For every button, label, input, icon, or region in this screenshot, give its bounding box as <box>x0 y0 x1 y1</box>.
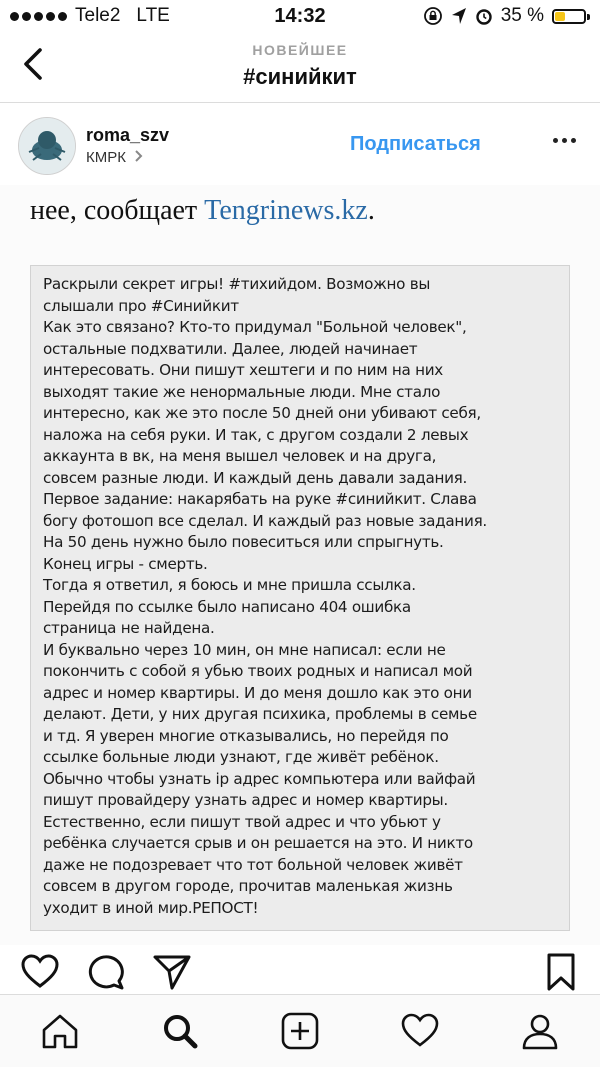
search-icon[interactable] <box>160 1011 200 1051</box>
post-location[interactable] <box>86 149 144 166</box>
note-text-line: богу фотошоп все сделал. И каждый раз новые задания. <box>43 511 487 530</box>
battery-fill <box>555 12 565 21</box>
note-text-line: Перейдя по ссылке было написано 404 ошибка <box>43 597 411 616</box>
note-text-line: и тд. Я уверен многие отказывались, но перейдя по <box>43 726 449 745</box>
note-text-line: Естественно, если пишут твой адрес и что убьют у <box>43 812 441 831</box>
more-dots-icon[interactable] <box>553 138 577 148</box>
note-text-line: делают. Дети, у них другая психика, проблемы в семье <box>43 705 477 723</box>
status-right <box>423 5 586 27</box>
avatar[interactable] <box>18 117 76 175</box>
note-text-line: адрес и номер квартиры. И до меня дошло как это они <box>43 683 472 702</box>
alarm-icon <box>475 7 493 25</box>
caption-source-link: Tengrinews.kz <box>204 195 368 226</box>
username[interactable]: roma_szv <box>86 125 170 145</box>
note-text-line: интересовать. Они пишут хештеги и по ним на них <box>43 361 443 379</box>
note-text-line: Конец игры - смерть. <box>43 554 208 573</box>
post-action-bar <box>0 950 600 994</box>
note-text-line: Как это связано? Кто-то придумал "Больной человек", <box>43 318 467 336</box>
heart-icon[interactable] <box>20 952 60 992</box>
chevron-right-icon <box>134 150 144 162</box>
note-text-line: И буквально через 10 мин, он мне написал: если не <box>43 640 446 659</box>
profile-icon[interactable] <box>520 1011 560 1051</box>
note-text-line: даже не подозревает что тот больной человек живёт <box>43 855 463 874</box>
note-text-line: интересно, как же это после 50 дней они убивают себя, <box>43 404 481 422</box>
battery-percent: 35 % <box>500 5 544 26</box>
caption-suffix: . <box>367 195 375 226</box>
caption-prefix: нее, сообщает <box>30 195 205 226</box>
location-arrow-icon <box>451 7 467 25</box>
note-text-line: аккаунта в вк, на меня вышел человек и на друга, <box>43 447 437 465</box>
note-text-line: ссылке больные люди узнают, где живёт ребёнок. <box>43 748 439 766</box>
share-icon[interactable] <box>152 952 192 992</box>
bottom-tab-bar <box>0 994 600 1067</box>
note-text-line: Раскрыли секрет игры! #тихийдом. Возможно вы <box>43 275 431 293</box>
post-header <box>0 103 600 185</box>
orientation-lock-icon <box>423 6 443 26</box>
avatar-image <box>19 118 75 174</box>
note-text-line: совсем разные люди. И каждый день давали задания. <box>43 468 468 487</box>
note-text-line: На 50 день нужно было повеситься или спрыгнуть. <box>43 533 444 551</box>
activity-heart-icon[interactable] <box>400 1011 440 1051</box>
note-text-line: ребёнка случается срыв и он решается на это. И никто <box>43 834 473 852</box>
comment-icon[interactable] <box>86 952 126 992</box>
note-text-line: пишут провайдеру узнать адрес и номер квартиры. <box>43 791 448 809</box>
note-text-line: наложа на себя руки. И так, с другом создали 2 левых <box>43 425 469 444</box>
note-text-line: слышали про #Синийкит <box>43 296 239 315</box>
note-text-line: выходят такие же ненормальные люди. Мне стало <box>43 382 441 401</box>
nav-subtitle: НОВЕЙШЕЕ <box>252 42 348 58</box>
note-text-line: Тогда я ответил, я боюсь и мне пришла ссылка. <box>43 576 416 594</box>
follow-button[interactable]: Подписаться <box>350 133 481 155</box>
nav-header <box>0 34 600 103</box>
battery-icon <box>552 9 586 24</box>
image-caption-top <box>30 195 375 227</box>
note-text-line: покончить с собой я убью твоих родных и написал мой <box>43 662 473 680</box>
status-bar <box>0 0 600 34</box>
bookmark-icon[interactable] <box>546 952 576 992</box>
carrier-name: Tele2 <box>75 5 121 26</box>
post-image[interactable] <box>0 185 600 945</box>
note-text-line: страница не найдена. <box>43 619 215 637</box>
note-text-line: совсем в другом городе, прочитав маленькая жизнь <box>43 877 453 895</box>
note-text-card <box>30 265 570 931</box>
status-time: 14:32 <box>274 5 326 27</box>
note-text-line: Первое задание: накарябать на руке #синийкит. Слава <box>43 490 477 508</box>
location-label: КМРК <box>86 149 126 166</box>
note-text-line: уходит в иной мир.РЕПОСТ! <box>43 898 259 917</box>
page-title: #синийкит <box>243 64 357 89</box>
note-text-line: Обычно чтобы узнать ip адрес компьютера или вайфай <box>43 769 476 788</box>
add-post-icon[interactable] <box>280 1011 320 1051</box>
home-icon[interactable] <box>40 1011 80 1051</box>
note-text-line: остальные подхватили. Далее, людей начинает <box>43 339 418 358</box>
network-type: LTE <box>136 5 170 26</box>
